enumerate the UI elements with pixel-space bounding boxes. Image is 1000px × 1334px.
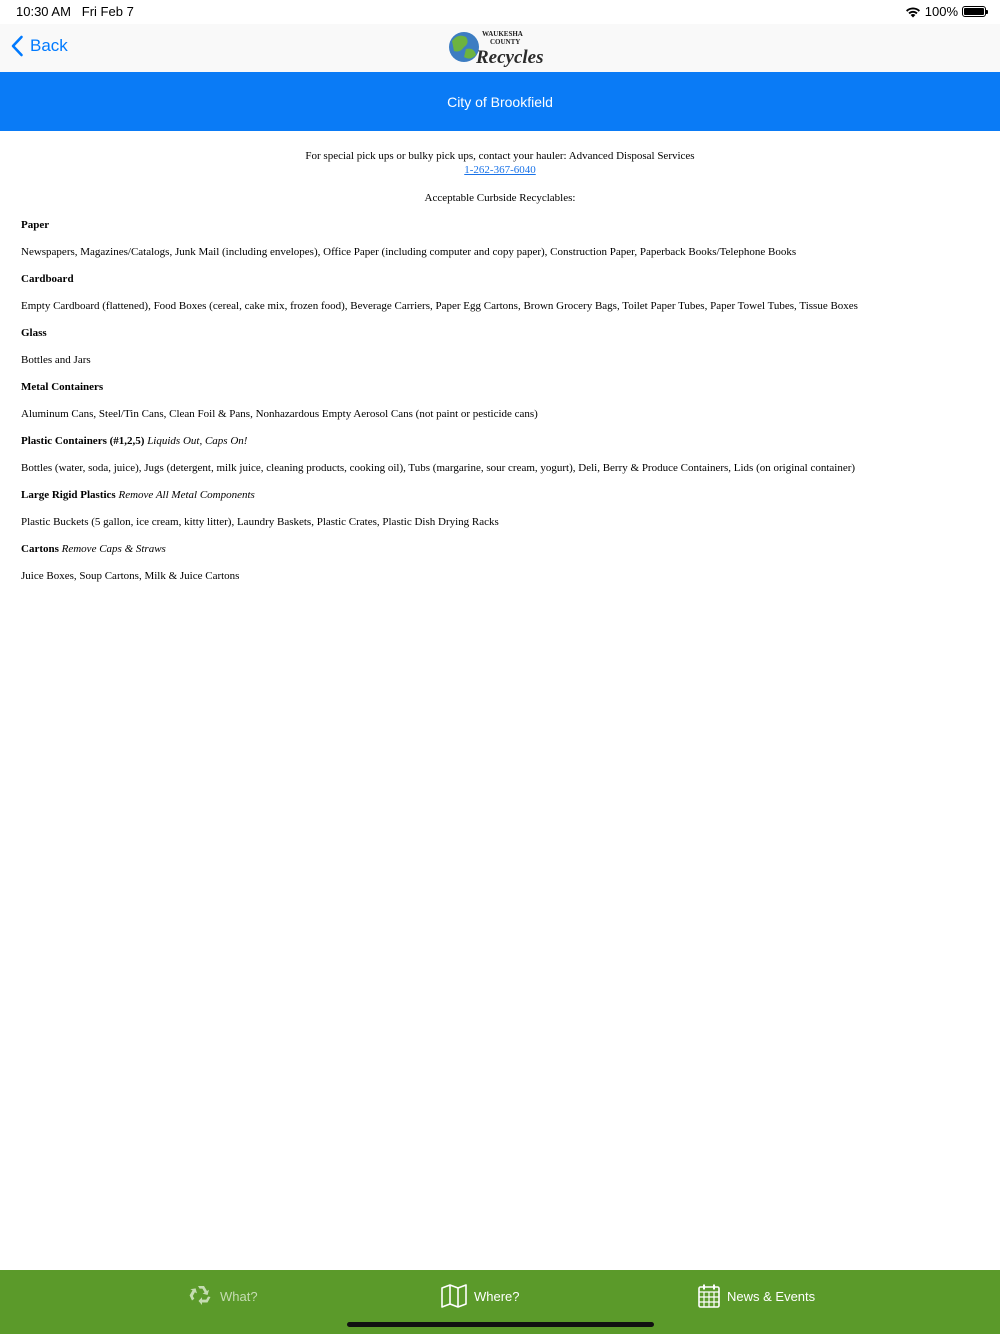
- section-body-cardboard: Empty Cardboard (flattened), Food Boxes (cereal, cake mix, frozen food), Beverage Carriers, Paper Egg Cartons, Brown Grocery Bags, Toilet Paper Tubes, Paper Towel Tubes, Tissue Boxes: [21, 300, 858, 312]
- section-heading-text: Plastic Containers (#1,2,5): [21, 435, 145, 447]
- section-heading-text: Cardboard: [21, 273, 74, 285]
- wifi-icon: [905, 6, 921, 18]
- status-time: [16, 4, 134, 19]
- page-title: City of Brookfield: [447, 93, 553, 110]
- tab-what-label: What?: [220, 1288, 258, 1304]
- acceptable-heading: Acceptable Curbside Recyclables:: [424, 192, 576, 204]
- tab-bar: [0, 1270, 1000, 1334]
- section-note: Remove All Metal Components: [118, 489, 255, 501]
- section-heading-text: Cartons: [21, 543, 59, 555]
- calendar-icon: [698, 1284, 720, 1308]
- section-heading-plastic: [21, 434, 979, 448]
- tab-where[interactable]: [441, 1284, 520, 1308]
- home-indicator[interactable]: [347, 1322, 654, 1327]
- status-date: Fri Feb 7: [81, 4, 134, 19]
- section-note: Remove Caps & Straws: [61, 543, 166, 555]
- section-heading-glass: [21, 326, 979, 340]
- logo-line2: COUNTY: [490, 38, 521, 46]
- intro-text: For special pick ups or bulky pick ups, contact your hauler: Advanced Disposal Services: [305, 150, 695, 162]
- section-heading-text: Metal Containers: [21, 381, 104, 393]
- section-body-metal: Aluminum Cans, Steel/Tin Cans, Clean Foil & Pans, Nonhazardous Empty Aerosol Cans (not paint or pesticide cans): [21, 408, 538, 420]
- tab-what[interactable]: [189, 1284, 258, 1308]
- nav-bar: [0, 24, 1000, 72]
- section-body-paper: Newspapers, Magazines/Catalogs, Junk Mail (including envelopes), Office Paper (including computer and copy paper), Construction Paper, Paperback Books/Telephone Books: [21, 246, 797, 258]
- back-button[interactable]: [10, 35, 68, 57]
- recyclables-content: [0, 131, 1000, 583]
- section-heading-metal: [21, 380, 979, 394]
- section-body-glass: Bottles and Jars: [21, 354, 91, 366]
- hauler-phone-link[interactable]: 1-262-367-6040: [464, 164, 536, 176]
- section-heading-text: Large Rigid Plastics: [21, 489, 116, 501]
- battery-percent: 100%: [924, 4, 958, 19]
- logo-line1: WAUKESHA: [482, 30, 523, 38]
- section-heading-rigid-plastics: [21, 488, 979, 502]
- tab-news-events[interactable]: [698, 1284, 815, 1308]
- intro-block: [21, 149, 979, 177]
- section-heading-cardboard: [21, 272, 979, 286]
- status-clock: 10:30 AM: [16, 4, 71, 19]
- section-heading-cartons: [21, 542, 979, 556]
- section-heading-text: Glass: [21, 327, 47, 339]
- section-body-cartons: Juice Boxes, Soup Cartons, Milk & Juice Cartons: [21, 570, 240, 582]
- tab-where-label: Where?: [474, 1288, 520, 1304]
- section-heading-text: Paper: [21, 219, 50, 231]
- battery-icon: [962, 6, 986, 17]
- back-button-label: Back: [30, 36, 68, 55]
- title-banner: [0, 72, 1000, 131]
- section-heading-paper: [21, 218, 979, 232]
- logo-line3: Recycles: [476, 47, 544, 68]
- section-body-plastic: Bottles (water, soda, juice), Jugs (detergent, milk juice, cleaning products, cooking oil), Tubs (margarine, sour cream, yogurt), Deli, Berry & Produce Containers, Lids (on original container): [21, 462, 856, 474]
- status-indicators: [905, 4, 986, 19]
- section-body-rigid-plastics: Plastic Buckets (5 gallon, ice cream, kitty litter), Laundry Baskets, Plastic Crates, Plastic Dish Drying Racks: [21, 516, 499, 528]
- recycle-icon: [189, 1284, 213, 1308]
- county-logo: [446, 27, 554, 69]
- tab-news-label: News & Events: [727, 1288, 816, 1304]
- status-bar: [0, 0, 1000, 24]
- map-icon: [441, 1284, 467, 1308]
- section-note: Liquids Out, Caps On!: [147, 435, 248, 447]
- chevron-left-icon: [10, 35, 24, 57]
